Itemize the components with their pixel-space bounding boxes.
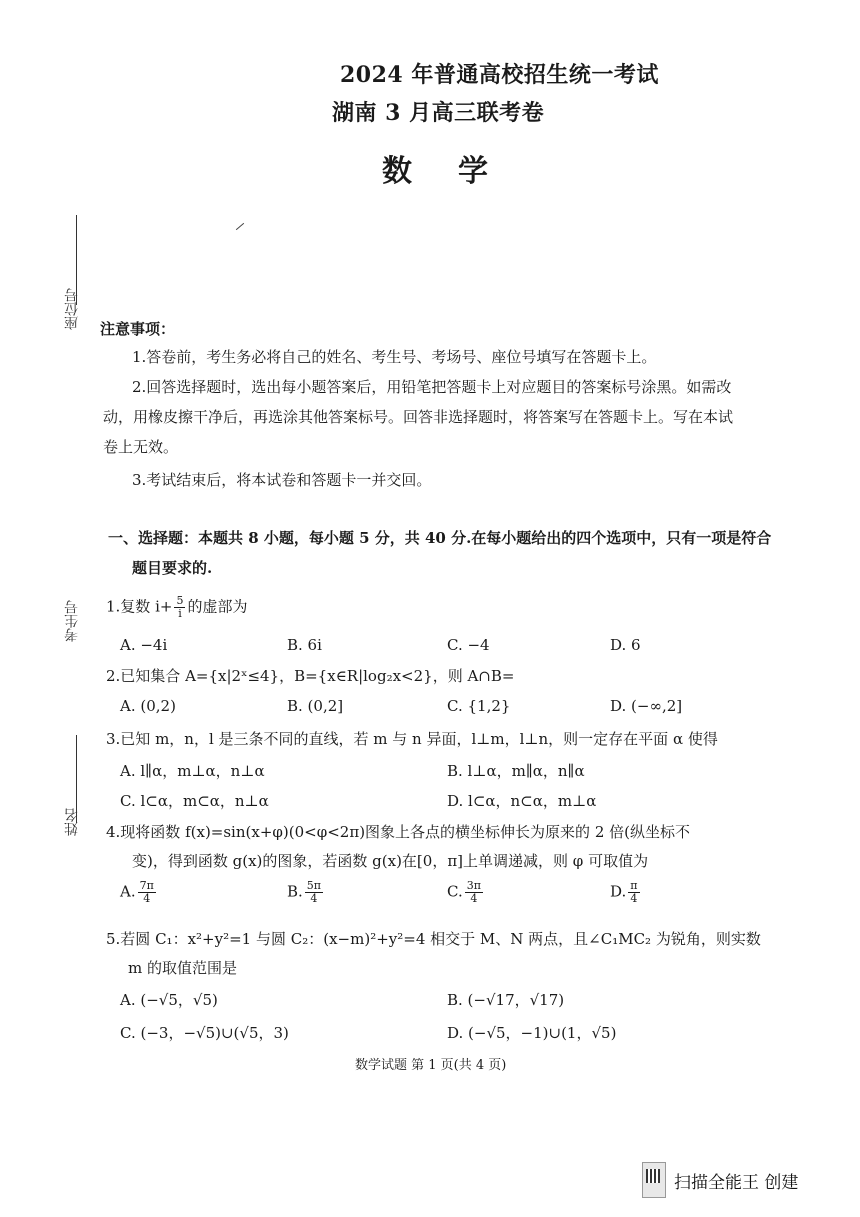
q3-option-d: D. l⊂α，n⊂α，m⊥α (447, 792, 597, 810)
q4-d-label: D. (610, 882, 627, 901)
question-1-stem (106, 595, 247, 620)
q2-option-d: D. (−∞,2] (610, 697, 683, 715)
q4-d-den: 4 (630, 892, 638, 905)
q4-c-den: 4 (470, 892, 478, 905)
notice-item-2-line-3: 卷上无效。 (103, 438, 179, 456)
q1-option-a: A. −4i (120, 636, 168, 654)
q4-a-num: 7π (139, 879, 154, 892)
notice-item-1: 1.答卷前，考生务必将自己的姓名、考生号、考场号、座位号填写在答题卡上。 (132, 348, 657, 366)
q2-option-b: B. (0,2] (287, 697, 344, 715)
q4-a-den: 4 (143, 892, 151, 905)
q3-option-b: B. l⊥α，m∥α，n∥α (447, 762, 585, 780)
question-5-stem-line-2: m 的取值范围是 (128, 959, 237, 977)
notice-item-2-line-2: 动，用橡皮擦干净后，再选涂其他答案标号。回答非选择题时，将答案写在答题卡上。写在本试 (103, 408, 734, 426)
question-3-stem: 3.已知 m，n，l 是三条不同的直线，若 m 与 n 异面，l⊥m，l⊥n，则一定存在平面 α 使得 (106, 730, 718, 748)
q2-option-a: A. (0,2) (120, 697, 176, 715)
question-2-stem: 2.已知集合 A={x|2ˣ≤4}，B={x∈R|log₂x<2}，则 A∩B= (106, 667, 515, 685)
notice-item-2-line-1: 2.回答选择题时，选出每小题答案后，用铅笔把答题卡上对应题目的答案标号涂黑。如需改 (132, 378, 732, 396)
q1-fraction (174, 595, 185, 620)
name-label: 姓名 (64, 808, 80, 836)
scanner-logo-icon (642, 1162, 666, 1198)
q5-option-a: A. (−√5，√5) (120, 991, 218, 1009)
q4-option-a (120, 880, 158, 905)
exam-no-label: 考生号 (64, 600, 80, 642)
q4-b-num: 5π (306, 879, 322, 892)
exam-title: 2024 年普通高校招生统一考试 (340, 62, 659, 88)
q1-option-b: B. 6i (287, 636, 322, 654)
notice-item-3: 3.考试结束后，将本试卷和答题卡一并交回。 (132, 471, 432, 489)
q3-option-c: C. l⊂α，m⊂α，n⊥α (120, 792, 269, 810)
seat-label: 座位号 (64, 288, 80, 330)
subject-title: 数学 (382, 154, 534, 189)
q4-b-den: 4 (310, 892, 318, 905)
q4-option-b (287, 880, 325, 905)
q5-option-d: D. (−√5，−1)∪(1，√5) (447, 1024, 617, 1042)
q3-option-a: A. l∥α，m⊥α，n⊥α (120, 762, 265, 780)
question-4-stem-line-1: 4.现将函数 f(x)=sin(x+φ)(0<φ<2π)图象上各点的横坐标伸长为原来的 2 倍(纵坐标不 (106, 823, 690, 841)
notice-title: 注意事项： (100, 320, 176, 338)
scanner-watermark (642, 1160, 830, 1200)
q4-option-d (610, 880, 642, 905)
q4-a-label: A. (120, 882, 136, 901)
q1-suffix: 的虚部为 (187, 597, 248, 616)
q1-prefix: 1.复数 i+ (106, 597, 173, 616)
q1-option-d: D. 6 (610, 636, 641, 654)
q4-d-num: π (630, 879, 638, 892)
q4-b-label: B. (287, 882, 303, 901)
section-heading-cont: 题目要求的. (132, 559, 213, 577)
q1-option-c: C. −4 (447, 636, 490, 654)
q4-a-fraction (138, 880, 156, 905)
q4-c-label: C. (447, 882, 463, 901)
q4-b-fraction (305, 880, 323, 905)
exam-subtitle: 湖南 3 月高三联考卷 (332, 100, 545, 126)
q4-c-num: 3π (466, 879, 481, 892)
q5-option-b: B. (−√17，√17) (447, 991, 565, 1009)
q4-d-fraction (628, 880, 639, 905)
question-5-stem-line-1: 5.若圆 C₁：x²+y²=1 与圆 C₂：(x−m)²+y²=4 相交于 M、N 两点，且∠C₁MC₂ 为锐角，则实数 (106, 930, 761, 948)
stray-mark (236, 223, 244, 230)
q4-option-c (447, 880, 485, 905)
q2-option-c: C. {1,2} (447, 697, 511, 715)
section-heading: 一、选择题：本题共 8 小题，每小题 5 分，共 40 分.在每小题给出的四个选项中，只有一项是符合 (108, 529, 772, 547)
q1-frac-den: i (178, 607, 182, 620)
q4-c-fraction (465, 880, 483, 905)
page-footer: 数学试题 第 1 页(共 4 页) (355, 1058, 507, 1073)
q1-frac-num: 5 (176, 594, 184, 607)
watermark-text: 扫描全能王 创建 (674, 1172, 799, 1193)
question-4-stem-line-2: 变)，得到函数 g(x)的图象，若函数 g(x)在[0，π]上单调递减，则 φ 可取值为 (132, 852, 649, 870)
q5-option-c: C. (−3，−√5)∪(√5，3) (120, 1024, 289, 1042)
